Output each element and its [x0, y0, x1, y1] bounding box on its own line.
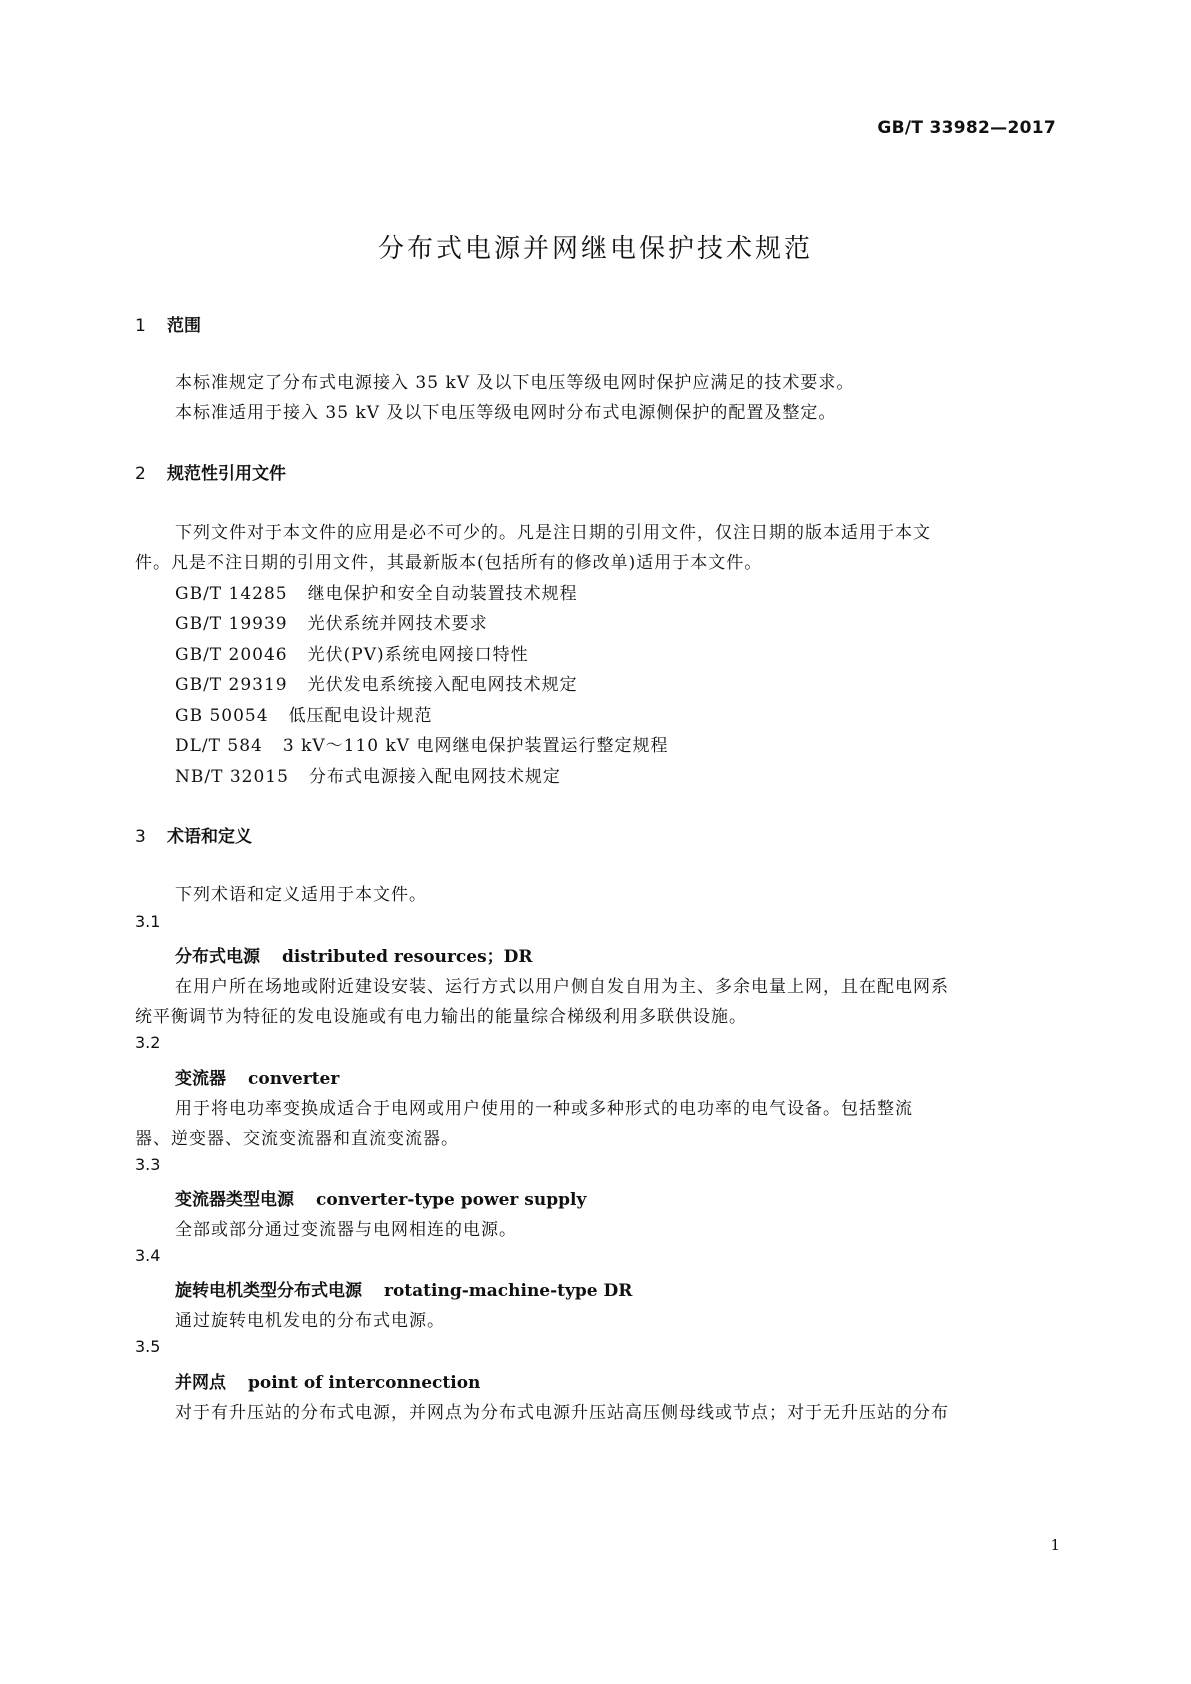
section-number: 2 — [135, 464, 146, 484]
reference-title: 光伏系统并网技术要求 — [307, 614, 488, 634]
section-title: 范围 — [167, 316, 201, 336]
reference-title: 光伏发电系统接入配电网技术规定 — [307, 675, 578, 695]
clause-number: 3.3 — [135, 1155, 161, 1174]
term-heading — [175, 1276, 632, 1301]
reference-code: GB 50054 — [175, 706, 269, 726]
reference-item — [175, 609, 488, 634]
reference-code: GB/T 29319 — [175, 675, 288, 695]
term-en: distributed resources；DR — [282, 947, 533, 967]
term-zh: 变流器类型电源 — [175, 1190, 294, 1210]
reference-code: DL/T 584 — [175, 736, 263, 756]
section-title: 术语和定义 — [167, 827, 252, 847]
clause-number: 3.4 — [135, 1246, 161, 1265]
page-number: 1 — [1050, 1536, 1060, 1554]
clause-number: 3.2 — [135, 1033, 161, 1052]
reference-code: NB/T 32015 — [175, 767, 289, 787]
term-definition: 器、逆变器、交流变流器和直流变流器。 — [135, 1129, 459, 1149]
reference-item — [175, 640, 529, 665]
term-en: point of interconnection — [248, 1373, 481, 1393]
term-definition: 用于将电功率变换成适合于电网或用户使用的一种或多种形式的电功率的电气设备。包括整流 — [175, 1099, 913, 1119]
reference-title: 3 kV～110 kV 电网继电保护装置运行整定规程 — [282, 736, 669, 756]
term-definition: 全部或部分通过变流器与电网相连的电源。 — [175, 1220, 517, 1240]
section-number: 1 — [135, 316, 146, 336]
paragraph: 下列术语和定义适用于本文件。 — [175, 885, 427, 905]
term-heading — [175, 1185, 586, 1210]
term-zh: 旋转电机类型分布式电源 — [175, 1281, 362, 1301]
reference-code: GB/T 14285 — [175, 584, 288, 604]
clause-number: 3.1 — [135, 912, 161, 931]
term-definition: 统平衡调节为特征的发电设施或有电力输出的能量综合梯级利用多联供设施。 — [135, 1007, 747, 1027]
reference-item — [175, 701, 433, 726]
term-definition: 通过旋转电机发电的分布式电源。 — [175, 1311, 445, 1331]
paragraph: 下列文件对于本文件的应用是必不可少的。凡是注日期的引用文件，仅注日期的版本适用于本文 — [175, 523, 931, 543]
term-zh: 分布式电源 — [175, 947, 260, 967]
reference-item — [175, 762, 561, 787]
section-1-heading — [135, 311, 201, 336]
reference-code: GB/T 19939 — [175, 614, 288, 634]
reference-title: 光伏(PV)系统电网接口特性 — [307, 645, 529, 665]
reference-title: 继电保护和安全自动装置技术规程 — [307, 584, 578, 604]
paragraph: 本标准规定了分布式电源接入 35 kV 及以下电压等级电网时保护应满足的技术要求。 — [175, 373, 855, 393]
reference-title: 低压配电设计规范 — [288, 706, 433, 726]
paragraph: 本标准适用于接入 35 kV 及以下电压等级电网时分布式电源侧保护的配置及整定。 — [175, 403, 837, 423]
term-definition: 对于有升压站的分布式电源，并网点为分布式电源升压站高压侧母线或节点；对于无升压站的分布 — [175, 1403, 949, 1423]
term-definition: 在用户所在场地或附近建设安装、运行方式以用户侧自发自用为主、多余电量上网，且在配电网系 — [175, 977, 949, 997]
term-en: rotating-machine-type DR — [384, 1281, 633, 1301]
document-title: 分布式电源并网继电保护技术规范 — [377, 234, 813, 264]
reference-item — [175, 670, 578, 695]
reference-title: 分布式电源接入配电网技术规定 — [308, 767, 561, 787]
section-title: 规范性引用文件 — [167, 464, 286, 484]
section-3-heading — [135, 822, 252, 847]
term-heading — [175, 1064, 339, 1089]
reference-item — [175, 731, 668, 756]
section-2-heading — [135, 459, 286, 484]
standard-number: GB/T 33982—2017 — [877, 118, 1056, 138]
reference-code: GB/T 20046 — [175, 645, 288, 665]
term-en: converter — [248, 1069, 340, 1089]
clause-number: 3.5 — [135, 1337, 161, 1356]
term-heading — [175, 1368, 480, 1393]
term-zh: 变流器 — [175, 1069, 226, 1089]
term-heading — [175, 942, 533, 967]
term-zh: 并网点 — [175, 1373, 226, 1393]
paragraph: 件。凡是不注日期的引用文件，其最新版本(包括所有的修改单)适用于本文件。 — [135, 553, 763, 573]
term-en: converter-type power supply — [316, 1190, 587, 1210]
section-number: 3 — [135, 827, 146, 847]
reference-item — [175, 579, 578, 604]
